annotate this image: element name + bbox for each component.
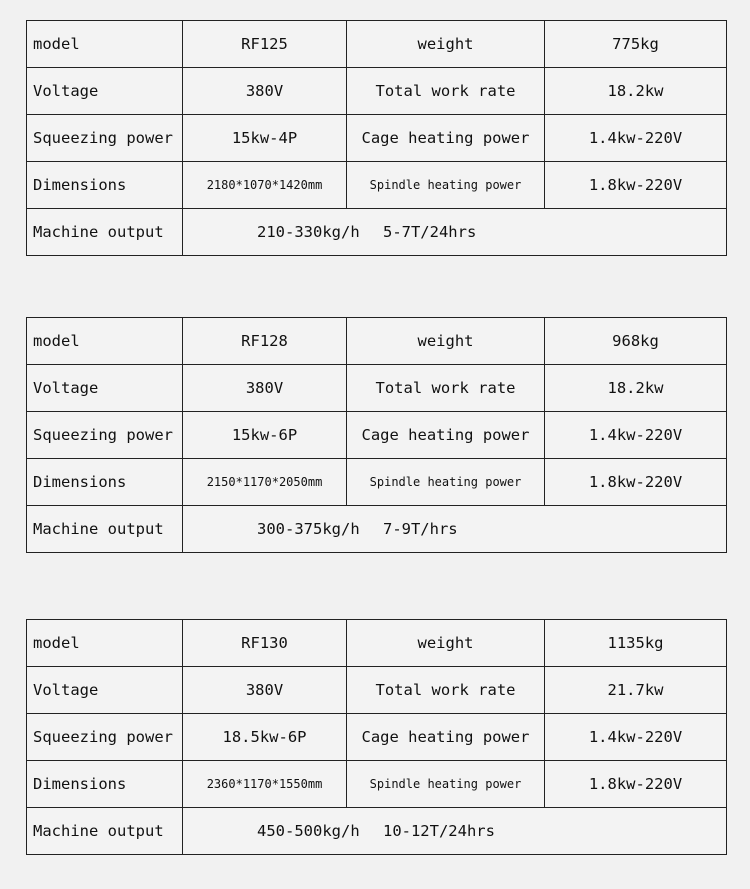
squeezing-power-value: 15kw-6P (183, 412, 347, 459)
dimensions-value: 2150*1170*2050mm (183, 459, 347, 506)
voltage-label: Voltage (27, 365, 183, 412)
machine-output-label: Machine output (27, 506, 183, 553)
model-label: model (27, 620, 183, 667)
table-row (27, 21, 727, 68)
spec-table-rf128 (26, 317, 727, 553)
dimensions-value: 2180*1070*1420mm (183, 162, 347, 209)
squeezing-power-label: Squeezing power (27, 115, 183, 162)
table-row (27, 365, 727, 412)
total-work-rate-value: 21.7kw (545, 667, 727, 714)
cage-heating-power-label: Cage heating power (347, 115, 545, 162)
voltage-label: Voltage (27, 667, 183, 714)
squeezing-power-label: Squeezing power (27, 714, 183, 761)
cage-heating-power-value: 1.4kw-220V (545, 714, 727, 761)
table-row (27, 761, 727, 808)
weight-value: 1135kg (545, 620, 727, 667)
machine-output-value: 450-500kg/h 10-12T/24hrs (183, 808, 727, 855)
table-row (27, 318, 727, 365)
cage-heating-power-label: Cage heating power (347, 714, 545, 761)
table-row (27, 506, 727, 553)
dimensions-label: Dimensions (27, 761, 183, 808)
cage-heating-power-value: 1.4kw-220V (545, 115, 727, 162)
voltage-label: Voltage (27, 68, 183, 115)
table-row (27, 162, 727, 209)
squeezing-power-label: Squeezing power (27, 412, 183, 459)
table-row (27, 459, 727, 506)
voltage-value: 380V (183, 667, 347, 714)
model-label: model (27, 318, 183, 365)
table-row (27, 620, 727, 667)
total-work-rate-label: Total work rate (347, 365, 545, 412)
weight-label: weight (347, 318, 545, 365)
spindle-heating-power-value: 1.8kw-220V (545, 459, 727, 506)
weight-value: 968kg (545, 318, 727, 365)
table-row (27, 115, 727, 162)
total-work-rate-value: 18.2kw (545, 68, 727, 115)
weight-value: 775kg (545, 21, 727, 68)
spindle-heating-power-value: 1.8kw-220V (545, 761, 727, 808)
spindle-heating-power-value: 1.8kw-220V (545, 162, 727, 209)
cage-heating-power-label: Cage heating power (347, 412, 545, 459)
table-row (27, 808, 727, 855)
machine-output-value: 300-375kg/h 7-9T/hrs (183, 506, 727, 553)
voltage-value: 380V (183, 68, 347, 115)
dimensions-label: Dimensions (27, 459, 183, 506)
machine-output-label: Machine output (27, 209, 183, 256)
spindle-heating-power-label: Spindle heating power (347, 162, 545, 209)
table-row (27, 714, 727, 761)
spindle-heating-power-label: Spindle heating power (347, 459, 545, 506)
spindle-heating-power-label: Spindle heating power (347, 761, 545, 808)
dimensions-value: 2360*1170*1550mm (183, 761, 347, 808)
squeezing-power-value: 15kw-4P (183, 115, 347, 162)
total-work-rate-label: Total work rate (347, 667, 545, 714)
machine-output-label: Machine output (27, 808, 183, 855)
cage-heating-power-value: 1.4kw-220V (545, 412, 727, 459)
model-value: RF128 (183, 318, 347, 365)
weight-label: weight (347, 620, 545, 667)
model-value: RF125 (183, 21, 347, 68)
dimensions-label: Dimensions (27, 162, 183, 209)
table-row (27, 68, 727, 115)
table-row (27, 209, 727, 256)
voltage-value: 380V (183, 365, 347, 412)
total-work-rate-label: Total work rate (347, 68, 545, 115)
spec-table-rf130 (26, 619, 727, 855)
model-value: RF130 (183, 620, 347, 667)
weight-label: weight (347, 21, 545, 68)
squeezing-power-value: 18.5kw-6P (183, 714, 347, 761)
total-work-rate-value: 18.2kw (545, 365, 727, 412)
spec-table-rf125 (26, 20, 727, 256)
table-row (27, 667, 727, 714)
table-row (27, 412, 727, 459)
machine-output-value: 210-330kg/h 5-7T/24hrs (183, 209, 727, 256)
model-label: model (27, 21, 183, 68)
